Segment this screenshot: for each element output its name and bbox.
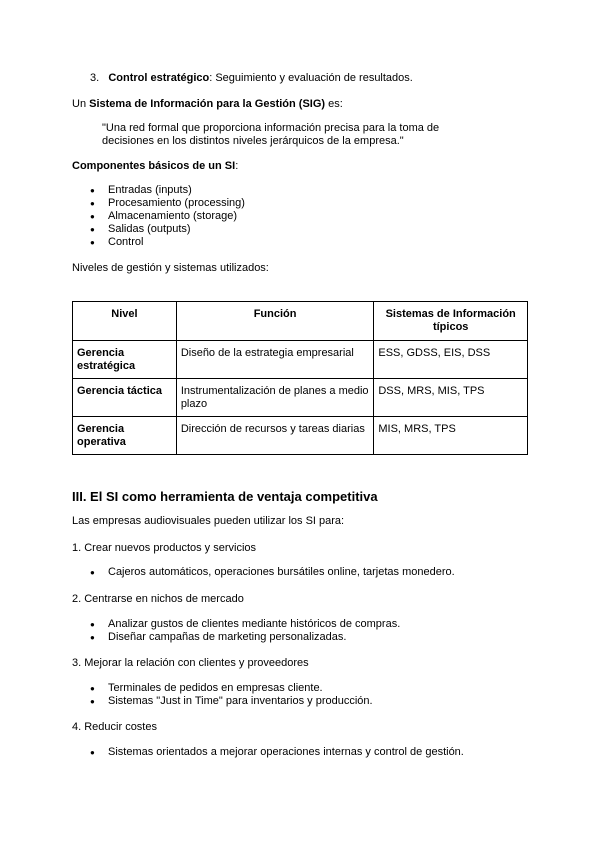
sig-quote — [102, 122, 439, 148]
table-header-row — [73, 302, 528, 341]
table-cell-level: Gerencia estratégica — [73, 341, 177, 379]
item-description: : Seguimiento y evaluación de resultados. — [209, 72, 413, 84]
point-bullets — [90, 746, 464, 759]
list-item-control-estrategico — [90, 72, 413, 85]
point-bullets — [90, 682, 373, 708]
table-cell-systems: ESS, GDSS, EIS, DSS — [374, 341, 528, 379]
table-cell-function: Dirección de recursos y tareas diarias — [176, 417, 374, 455]
list-item: ● Cajeros automáticos, operaciones bursátiles online, tarjetas monedero. — [90, 566, 455, 579]
point-title: 2. Centrarse en nichos de mercado — [72, 593, 244, 605]
point-title: 3. Mejorar la relación con clientes y proveedores — [72, 657, 309, 669]
list-item: ● Control — [90, 236, 245, 249]
point-bullets — [90, 566, 455, 579]
levels-table — [72, 301, 528, 455]
components-heading-text: Componentes básicos de un SI — [72, 160, 236, 172]
levels-intro: Niveles de gestión y sistemas utilizados: — [72, 262, 269, 274]
list-item: ● Entradas (inputs) — [90, 184, 245, 197]
table-row — [73, 341, 528, 379]
sig-quote-line1: "Una red formal que proporciona información precisa para la toma de — [102, 122, 440, 134]
point-title: 4. Reducir costes — [72, 721, 157, 733]
table-row — [73, 417, 528, 455]
list-item: ● Terminales de pedidos en empresas cliente. — [90, 682, 373, 695]
table-cell-systems: DSS, MRS, MIS, TPS — [374, 379, 528, 417]
list-item: ● Procesamiento (processing) — [90, 197, 245, 210]
section-title: III. El SI como herramienta de ventaja competitiva — [72, 489, 378, 504]
table-row — [73, 379, 528, 417]
table-header: Sistemas de Información típicos — [374, 302, 528, 341]
list-item: ● Diseñar campañas de marketing personalizadas. — [90, 631, 400, 644]
table-cell-level: Gerencia táctica — [73, 379, 177, 417]
list-item: ● Salidas (outputs) — [90, 223, 245, 236]
item-term: Control estratégico — [108, 72, 210, 84]
table-cell-function: Instrumentalización de planes a medio plazo — [176, 379, 374, 417]
list-item: ● Analizar gustos de clientes mediante históricos de compras. — [90, 618, 400, 631]
section-intro: Las empresas audiovisuales pueden utilizar los SI para: — [72, 515, 345, 527]
list-item: ● Sistemas orientados a mejorar operaciones internas y control de gestión. — [90, 746, 464, 759]
point-bullets — [90, 618, 400, 644]
item-number: 3. — [90, 72, 100, 84]
components-heading — [72, 160, 238, 173]
components-list — [90, 184, 245, 249]
point-title: 1. Crear nuevos productos y servicios — [72, 542, 257, 554]
list-item: ● Almacenamiento (storage) — [90, 210, 245, 223]
sig-quote-line2: decisiones en los distintos niveles jerárquicos de la empresa." — [102, 135, 404, 147]
sig-intro — [72, 98, 343, 111]
sig-prefix: Un — [72, 98, 90, 110]
table-header: Nivel — [73, 302, 177, 341]
sig-suffix: es: — [325, 98, 343, 110]
table-header: Función — [176, 302, 374, 341]
list-item: ● Sistemas "Just in Time" para inventarios y producción. — [90, 695, 373, 708]
table-cell-level: Gerencia operativa — [73, 417, 177, 455]
components-heading-colon: : — [235, 160, 239, 172]
table-cell-function: Diseño de la estrategia empresarial — [176, 341, 374, 379]
table-cell-systems: MIS, MRS, TPS — [374, 417, 528, 455]
sig-term: Sistema de Información para la Gestión (SIG) — [89, 98, 326, 110]
